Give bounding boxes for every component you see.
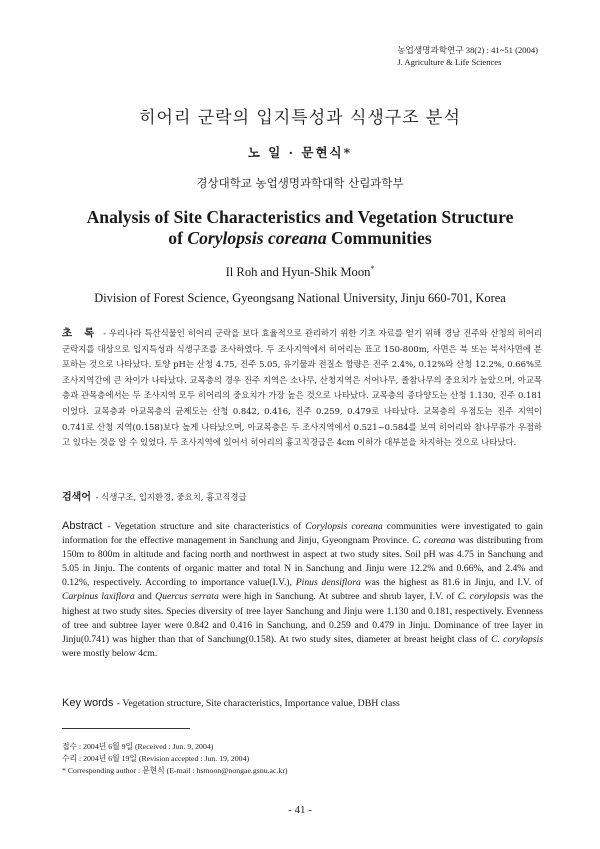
abstract-text: was the highest at two study sites. Species diversity of tree layer Sanchung and Jinju were 1.130 and 0.181, respectively. Evenness of tree and subtree layer were 0.842 and 0.416 in Sanchung, and 0.259 and 0.479 in Jinju. Dominance of tree layer in Jinju(0.741) was higher than that of Sanchung(0.158). At two study sites, diameter at breast height class of [62,591,543,645]
journal-citation: 농업생명과학연구 38(2) : 41~51 (2004) [397,45,538,55]
abstract-text: was the highest as 81.6 in Jinju, and I.V. of [360,577,544,589]
abstract-text: were high in Sanchung. At subtree and shrub layer, I.V. of [218,591,458,603]
korean-affiliation: 경상대학교 농업생명과학대학 산림과학부 [196,176,404,190]
abstract-species: C. coreana [412,535,456,547]
english-title-line2 [0,228,600,249]
korean-abstract [62,326,542,451]
abstract-text: communities were investigated to gain information for the effective management in Sanchung and Jinju, Gyeongnam Province. [62,521,543,547]
korean-title: 히어리 군락의 입지특성과 식생구조 분석 [139,108,461,128]
title-post: Communities [326,228,432,248]
corresponding-mark: * [370,264,375,273]
abstract-text: - Vegetation structure and site characteristics of [103,521,306,532]
abstract-species: Pinus densiflora [295,577,361,589]
abstract-text: and [134,591,156,603]
korean-authors: 노 일 · 문현식* [247,145,353,160]
revision-date: 수리 : 2004년 6월 19일 (Revision accepted : Jun. 19, 2004) [62,754,250,764]
korean-abstract-label: 초 록 [62,327,99,339]
english-keywords-label: Key words [62,697,114,709]
english-authors [0,264,600,280]
author-names: Il Roh and Hyun-Shik Moon [225,265,371,280]
page-number: - 41 - [288,804,312,816]
title-pre: of [168,228,188,248]
english-keywords [62,697,542,709]
korean-keywords [62,488,542,503]
korean-keywords-label: 검색어 [62,492,91,503]
english-affiliation: Division of Forest Science, Gyeongsang National University, Jinju 660-701, Korea [94,291,506,305]
english-abstract-label: Abstract [62,520,103,532]
abstract-species: Corylopsis coreana [305,521,383,532]
journal-name: J. Agriculture & Life Sciences [397,57,502,67]
footnotes [62,741,542,778]
abstract-text: were mostly below 4cm. [62,647,158,659]
korean-keywords-text: - 식생구조, 입지환경, 중요치, 흉고직경급 [95,492,247,502]
english-keywords-text: - Vegetation structure, Site characteristics, Importance value, DBH class [114,698,400,709]
english-title [0,207,600,249]
abstract-species: Quercus serrata [155,591,219,603]
abstract-species: C. corylopsis [457,591,510,603]
english-abstract [62,519,543,661]
abstract-species: C. corylopsis [491,633,543,645]
abstract-species: Carpinus laxiflora [62,591,135,603]
footnote-divider [62,728,190,729]
abstract-text: was distributing from 150m to 800m in altitude and facing north and northwest in aspect at two study sites. Soil pH was 4.75 in Sanchung and 5.05 in Jinju. The contents of organic matter and total N in Sanchung and Jinju were 12.2% and 0.66%, and 2.4% and 0.12%, respectively. According to importance value(I.V.), [62,535,543,589]
received-date: 접수 : 2004년 6월 9일 (Received : Jun. 9, 2004) [62,742,214,751]
english-title-line1: Analysis of Site Characteristics and Vegetation Structure [86,207,514,227]
journal-header [397,44,538,68]
corresponding-author: * Corresponding author : 문현식 (E-mail : hsmoon@nongae.gsnu.ac.kr) [62,766,288,776]
title-species: Corylopsis coreana [187,228,327,248]
korean-abstract-text: - 우리나라 특산식물인 히어리 군락을 보다 효율적으로 관리하기 위한 기초 자료를 얻기 위해 경남 진주와 산청의 히어리 군락지를 대상으로 입지특성과 식생구조를 조사하였다. 두 조사지역에서 히어리는 표고 150-800m, 사면은 북 또는 북서사면에 분포하는 것으로 나타났다. 토양 pH는 산청 4.75, 진주 5.05, 유기물과 전질소 함량은 진주 2.4%, 0.12%와 산청 12.2%, 0.66%로 조사지역간에 큰 차이가 나타났다. 교목층의 경우 진주 지역은 소나무, 산청지역은 서어나무, 졸참나무의 중요치가 높았으며, 아교목층과 관목층에서는 두 조사지역 모두 히어리의 중요치가 가장 높은 것으로 나타났다. 교목층의 종다양도는 산청 1.130, 진주 0.181이었다. 교목층과 아교목층의 균제도는 산청 0.842, 0.416, 진주 0.259, 0.479로 나타났다. 교목층의 우점도는 진주 지역이 0.741로 산청 지역(0.158)보다 높게 나타났으며, 아교목층은 두 조사지역에서 0.521~0.584를 보여 히어리와 참나무류가 우점하고 있다는 것을 알 수 있었다. 두 조사지역에 있어서 히어리의 흉고직경급은 4cm 이하가 대부분을 차지하는 것으로 나타났다. [62,328,542,448]
